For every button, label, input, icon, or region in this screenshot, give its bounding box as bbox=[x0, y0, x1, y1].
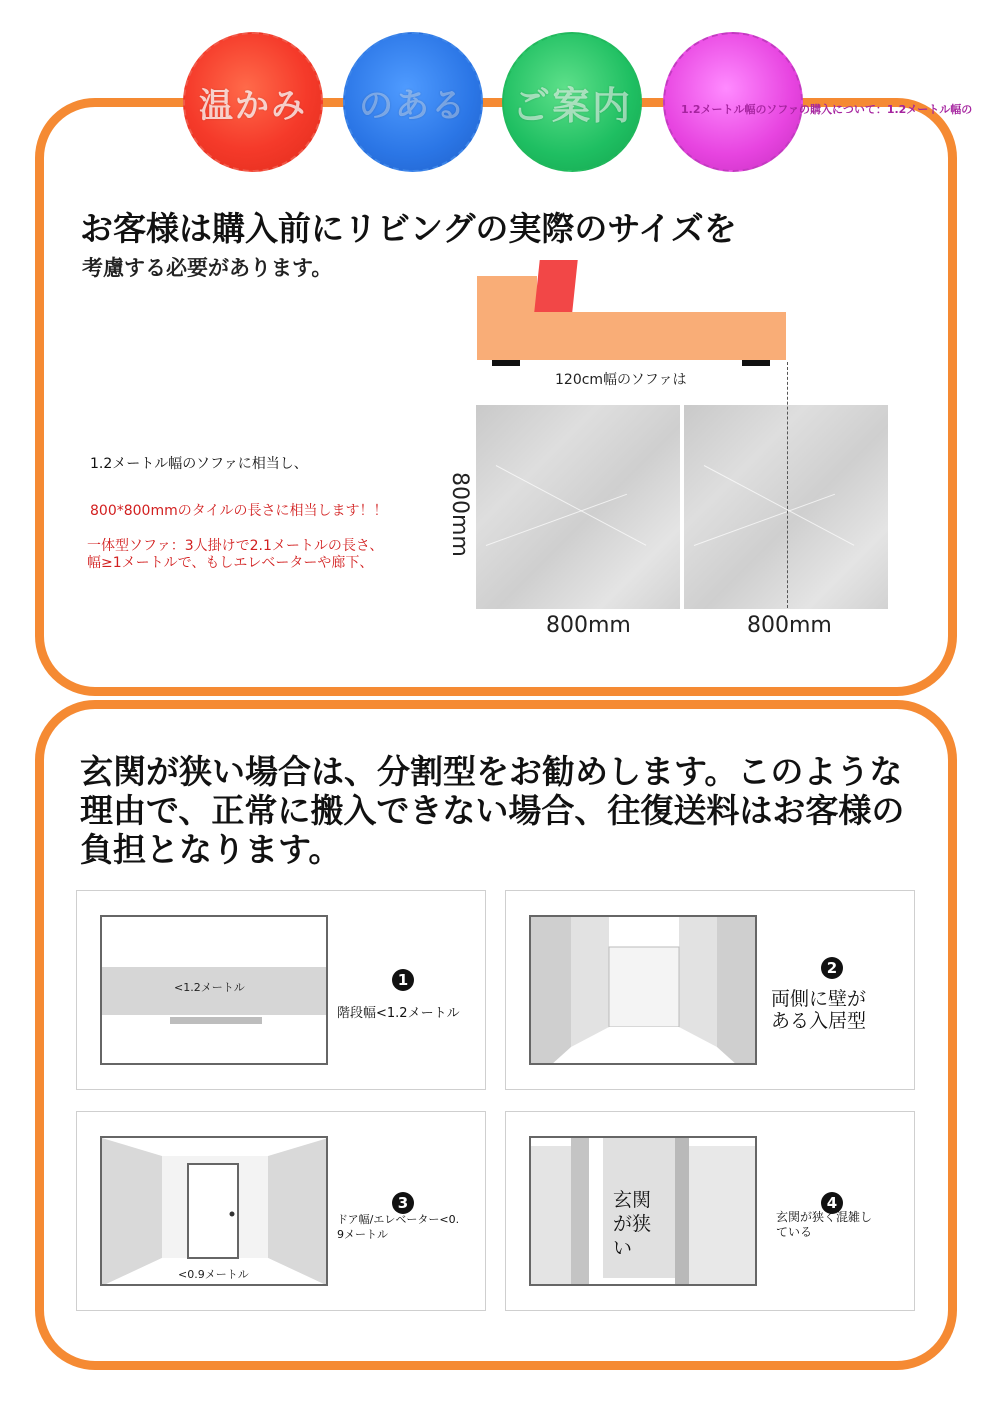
tile-note: 800*800mmのタイルの長さに相当します！！ bbox=[90, 503, 388, 519]
bubble-text-2: のある bbox=[359, 85, 467, 126]
card-2-text bbox=[771, 988, 866, 1032]
top-heading-line2: 考慮する必要があります。 bbox=[82, 256, 333, 280]
number-badge-1: 1 bbox=[392, 969, 414, 991]
tile-width-label-1: 800mm bbox=[546, 613, 631, 638]
stairs-width-label: <1.2メートル bbox=[174, 981, 245, 994]
card-4-text-line1: 玄関が狭く混雑し bbox=[776, 1210, 873, 1224]
title-bubble-3 bbox=[502, 32, 642, 172]
card-3-text-line2: 9メートル bbox=[337, 1228, 388, 1241]
title-bubble-1 bbox=[183, 32, 323, 172]
card-3-text-line1: ドア幅/エレベーター<0. bbox=[337, 1213, 460, 1226]
card-4-text-line2: ている bbox=[776, 1225, 813, 1239]
sofa-back bbox=[477, 276, 537, 316]
info-card-entrance bbox=[505, 1111, 915, 1311]
sofa-leg bbox=[492, 360, 520, 366]
tile-height-label: 800mm bbox=[447, 472, 472, 557]
info-card-stairs bbox=[76, 890, 486, 1090]
marble-tile bbox=[684, 405, 888, 609]
number-badge-3: 3 bbox=[392, 1192, 414, 1214]
title-bubble-2 bbox=[343, 32, 483, 172]
sofa-illustration bbox=[477, 312, 786, 360]
card-2-text-line2: ある入居型 bbox=[771, 1010, 867, 1032]
card-2-text-line1: 両側に壁が bbox=[771, 988, 867, 1010]
card-1-text: 階段幅<1.2メートル bbox=[337, 1006, 460, 1021]
top-heading-line1: お客様は購入前にリビングの実際のサイズを bbox=[80, 209, 737, 248]
info-card-walls bbox=[505, 890, 915, 1090]
sofa-note: 1.2メートル幅のソファに相当し、 bbox=[90, 456, 308, 472]
one-piece-sofa-note bbox=[87, 538, 383, 572]
sofa-leg bbox=[742, 360, 770, 366]
sofa-width-label: 120cm幅のソファは bbox=[555, 372, 687, 388]
card-4-text bbox=[776, 1210, 872, 1240]
info-card-door bbox=[76, 1111, 486, 1311]
marble-tile bbox=[476, 405, 680, 609]
stairs-illustration bbox=[100, 915, 328, 1065]
one-piece-note-line2: 幅≥1メートルで、もしエレベーターや廊下、 bbox=[87, 555, 374, 571]
marquee-text: 1.2メートル幅のソファの購入について：1.2メートル幅の bbox=[681, 103, 973, 116]
card-3-text bbox=[337, 1212, 459, 1242]
bubble-text-1: 温かみ bbox=[199, 85, 307, 126]
bubble-text-3: ご案内 bbox=[511, 83, 632, 128]
entrance-label: 玄関が狭い bbox=[613, 1189, 652, 1259]
corridor-illustration bbox=[529, 915, 757, 1065]
entrance-illustration bbox=[529, 1136, 757, 1286]
number-badge-2: 2 bbox=[821, 957, 843, 979]
sofa-cushion bbox=[534, 260, 577, 312]
door-illustration bbox=[100, 1136, 328, 1286]
one-piece-note-line1: 一体型ソファ：3人掛けで2.1メートルの長さ、 bbox=[87, 538, 384, 554]
number-badge-4: 4 bbox=[821, 1192, 843, 1214]
width-guide-line bbox=[787, 362, 788, 608]
door-width-label: <0.9メートル bbox=[178, 1268, 249, 1281]
bottom-heading: 玄関が狭い場合は、分割型をお勧めします。このような理由で、正常に搬入できない場合、往復送料はお客様の負担となります。 bbox=[80, 752, 905, 869]
tile-width-label-2: 800mm bbox=[747, 613, 832, 638]
